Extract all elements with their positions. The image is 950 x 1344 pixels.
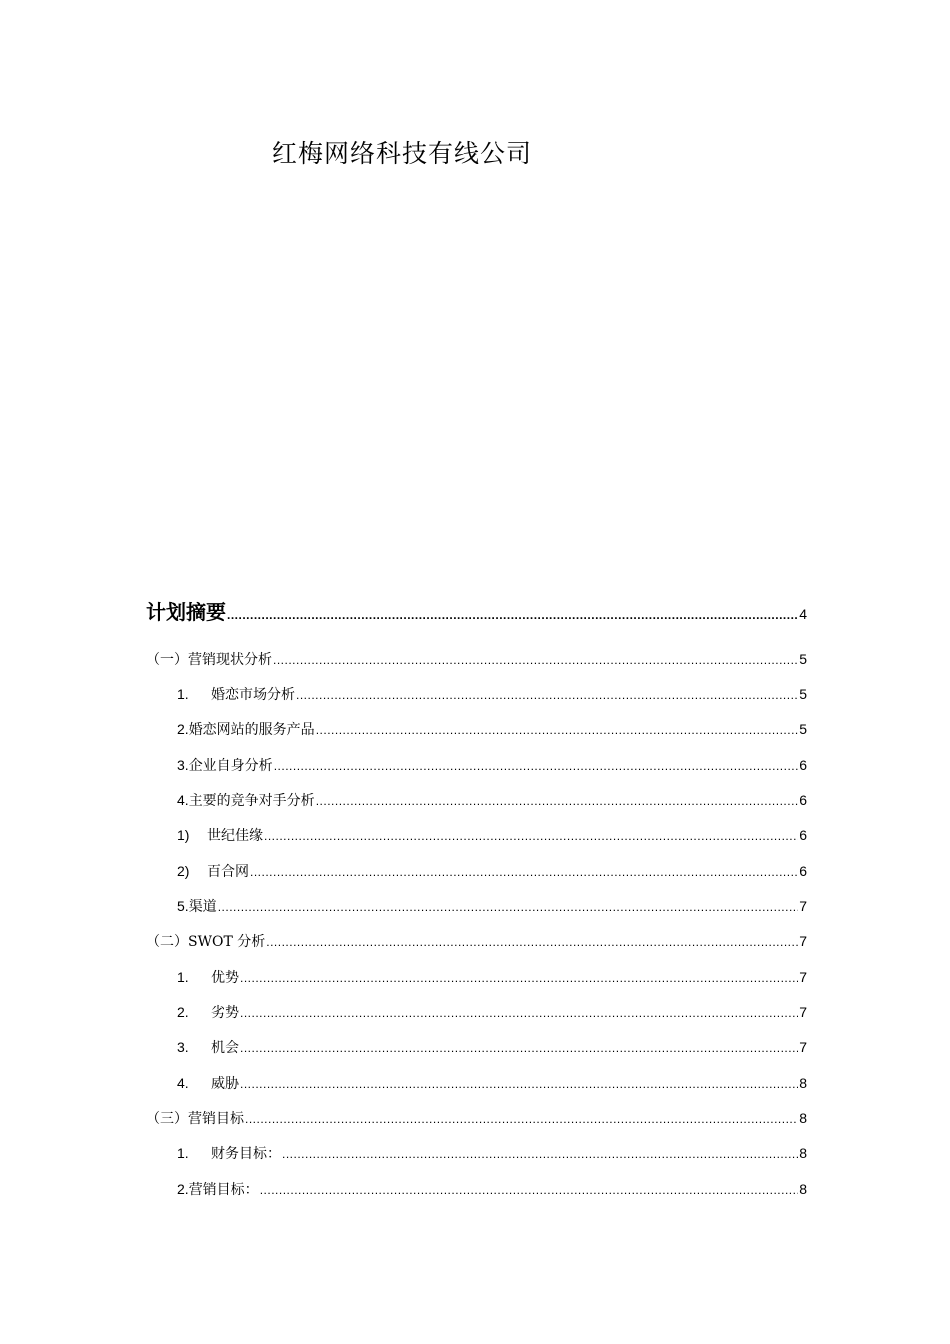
toc-entry-weaknesses[interactable] bbox=[177, 1002, 807, 1022]
toc-page-number: 8 bbox=[799, 1075, 807, 1091]
toc-page-number: 8 bbox=[799, 1110, 807, 1126]
toc-entry-number: 3. bbox=[177, 757, 189, 773]
toc-leader-dots bbox=[240, 1077, 798, 1091]
toc-entry-number: 2. bbox=[177, 721, 189, 737]
toc-page-number: 5 bbox=[799, 686, 807, 702]
toc-entry-strengths[interactable] bbox=[177, 967, 807, 987]
toc-entry-self-analysis[interactable] bbox=[177, 755, 807, 775]
toc-leader-dots bbox=[266, 935, 798, 949]
toc-leader-dots bbox=[273, 653, 798, 667]
toc-entry-number: 1. bbox=[177, 1145, 189, 1161]
toc-entry-number: 1) bbox=[177, 827, 190, 843]
toc-page-number: 8 bbox=[799, 1181, 807, 1197]
toc-entry-number: 4. bbox=[177, 792, 189, 808]
toc-page-number: 7 bbox=[799, 1004, 807, 1020]
toc-entry-title: （三）营销目标 bbox=[146, 1111, 244, 1127]
toc-leader-dots bbox=[250, 865, 798, 879]
toc-page-number: 6 bbox=[799, 757, 807, 773]
toc-entry-title: 优势 bbox=[211, 970, 239, 986]
toc-entry-plan-summary[interactable] bbox=[146, 596, 807, 625]
company-title: 红梅网络科技有线公司 bbox=[272, 139, 533, 168]
toc-leader-dots bbox=[316, 794, 799, 808]
toc-page-number: 4 bbox=[799, 606, 807, 622]
toc-page-number: 7 bbox=[799, 969, 807, 985]
toc-entry-title: 威胁 bbox=[211, 1076, 239, 1092]
toc-entry-title: （二）SWOT 分析 bbox=[146, 934, 266, 950]
toc-leader-dots bbox=[296, 688, 798, 702]
toc-page-number: 6 bbox=[799, 863, 807, 879]
toc-entry-swot[interactable] bbox=[146, 931, 807, 951]
toc-entry-title: 主要的竞争对手分析 bbox=[188, 793, 315, 809]
toc-leader-dots bbox=[274, 759, 799, 773]
toc-entry-title: 婚恋市场分析 bbox=[211, 687, 295, 703]
toc-entry-market-analysis[interactable] bbox=[177, 684, 807, 704]
toc-entry-number: 2. bbox=[177, 1004, 189, 1020]
toc-entry-title: （一）营销现状分析 bbox=[146, 652, 272, 668]
toc-page-number: 6 bbox=[799, 792, 807, 808]
toc-leader-dots bbox=[264, 829, 798, 843]
toc-entry-marketing-goals[interactable] bbox=[146, 1108, 807, 1128]
toc-leader-dots bbox=[240, 971, 798, 985]
toc-page-number: 6 bbox=[799, 827, 807, 843]
toc-entry-title: 渠道 bbox=[188, 899, 217, 915]
toc-entry-sales-goals[interactable] bbox=[177, 1179, 807, 1199]
toc-entry-financial-goals[interactable] bbox=[177, 1143, 807, 1163]
toc-entry-service-products[interactable] bbox=[177, 719, 807, 739]
toc-page-number: 5 bbox=[799, 651, 807, 667]
toc-entry-title: 世纪佳缘 bbox=[207, 828, 263, 844]
toc-page-number: 7 bbox=[799, 898, 807, 914]
toc-page-number: 5 bbox=[799, 721, 807, 737]
toc-entry-channels[interactable] bbox=[177, 896, 807, 916]
toc-entry-threats[interactable] bbox=[177, 1073, 807, 1093]
toc-entry-number: 2. bbox=[177, 1181, 189, 1197]
toc-entry-title: 百合网 bbox=[207, 864, 249, 880]
toc-leader-dots bbox=[240, 1041, 798, 1055]
toc-leader-dots bbox=[245, 1112, 798, 1126]
toc-page-number: 8 bbox=[799, 1145, 807, 1161]
toc-entry-number: 1. bbox=[177, 686, 189, 702]
toc-entry-opportunities[interactable] bbox=[177, 1037, 807, 1057]
toc-entry-number: 3. bbox=[177, 1039, 189, 1055]
toc-entry-number: 2) bbox=[177, 863, 190, 879]
toc-entry-baihe[interactable] bbox=[177, 861, 807, 881]
toc-entry-number: 5. bbox=[177, 898, 189, 914]
toc-leader-dots bbox=[227, 608, 798, 622]
toc-page-number: 7 bbox=[799, 933, 807, 949]
toc-page-number: 7 bbox=[799, 1039, 807, 1055]
toc-entry-jiayuan[interactable] bbox=[177, 825, 807, 845]
toc-entry-number: 4. bbox=[177, 1075, 189, 1091]
toc-leader-dots bbox=[260, 1183, 799, 1197]
toc-leader-dots bbox=[316, 723, 799, 737]
toc-entry-title: 机会 bbox=[211, 1040, 239, 1056]
toc-entry-title: 婚恋网站的服务产品 bbox=[188, 722, 315, 738]
toc-entry-title: 企业自身分析 bbox=[188, 758, 273, 774]
toc-entry-number: 1. bbox=[177, 969, 189, 985]
toc-leader-dots bbox=[218, 900, 799, 914]
toc-entry-competitor-analysis[interactable] bbox=[177, 790, 807, 810]
toc-leader-dots bbox=[240, 1006, 798, 1020]
toc-leader-dots bbox=[282, 1147, 798, 1161]
toc-entry-title: 计划摘要 bbox=[146, 600, 226, 624]
toc-entry-title: 劣势 bbox=[211, 1005, 239, 1021]
toc-entry-marketing-status[interactable] bbox=[146, 649, 807, 669]
toc-entry-title: 财务目标： bbox=[211, 1146, 281, 1162]
toc-entry-title: 营销目标： bbox=[188, 1182, 259, 1198]
